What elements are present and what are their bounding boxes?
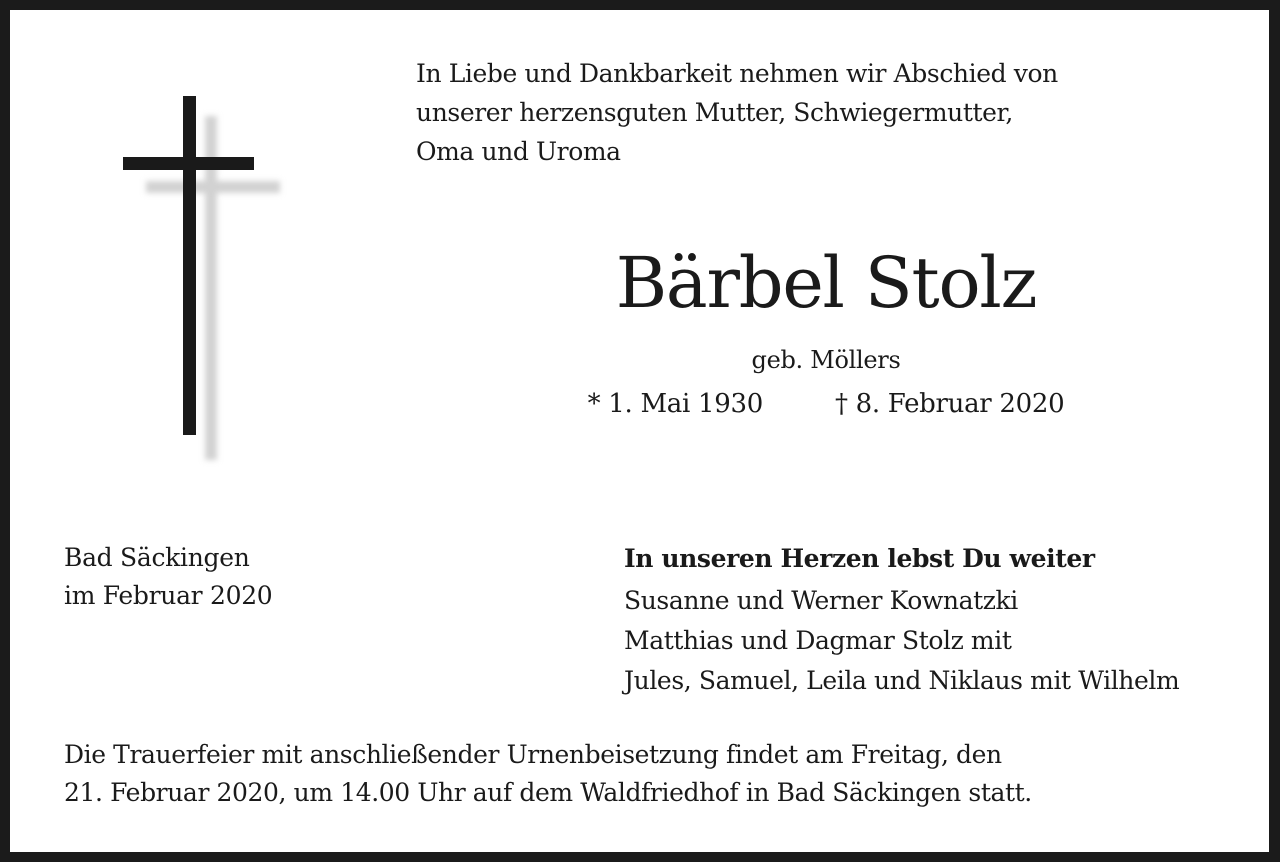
intro-text (416, 54, 1058, 171)
motto: In unseren Herzen lebst Du weiter (624, 544, 1095, 573)
death-date: † 8. Februar 2020 (834, 389, 1065, 419)
mourner-line: Jules, Samuel, Leila und Niklaus mit Wilhelm (624, 666, 1180, 695)
mourner-line: Susanne und Werner Kownatzki (624, 586, 1018, 615)
birth-date: * 1. Mai 1930 (587, 389, 763, 419)
funeral-line: 21. Februar 2020, um 14.00 Uhr auf dem Waldfriedhof in Bad Säckingen statt. (64, 778, 1032, 807)
place-line: Bad Säckingen (64, 543, 250, 572)
funeral-line: Die Trauerfeier mit anschließender Urnenbeisetzung findet am Freitag, den (64, 740, 1002, 769)
place-and-date (64, 539, 272, 615)
life-dates (10, 386, 1280, 422)
funeral-info (64, 736, 1032, 812)
deceased-name: Bärbel Stolz (615, 242, 1037, 324)
mourner-line: Matthias und Dagmar Stolz mit (624, 626, 1012, 655)
birth-name: geb. Möllers (751, 346, 901, 374)
intro-line: In Liebe und Dankbarkeit nehmen wir Abschied von (416, 59, 1058, 88)
intro-line: unserer herzensguten Mutter, Schwiegermutter, (416, 98, 1013, 127)
intro-line: Oma und Uroma (416, 137, 621, 166)
mourners-block (624, 539, 1179, 701)
place-line: im Februar 2020 (64, 581, 273, 610)
